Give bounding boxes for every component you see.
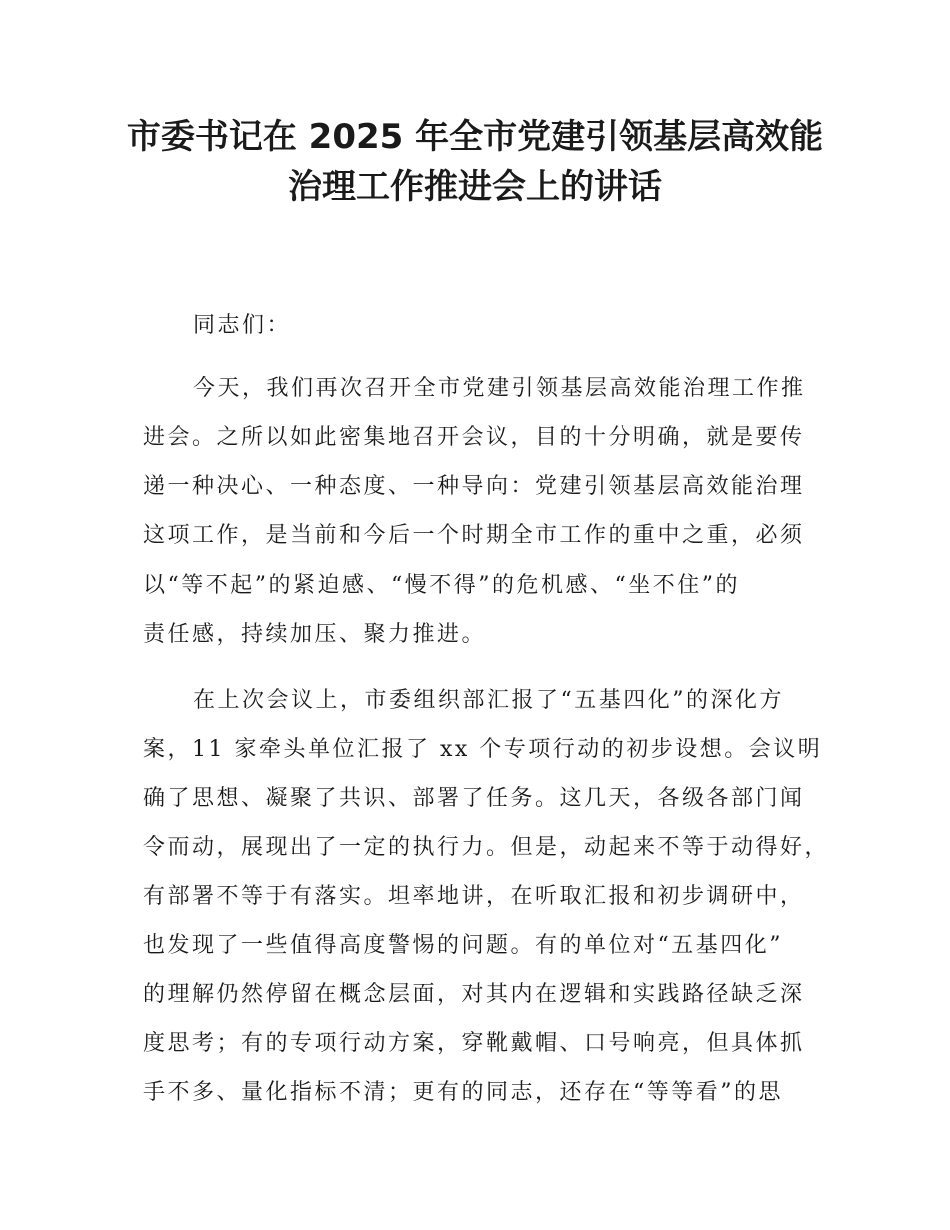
title-line: 市委书记在 2025 年全市党建引领基层高效能 (126, 117, 824, 157)
paragraph-line: 手不多、量化指标不清；更有的同志，还存在“等等看”的思 (143, 1080, 783, 1105)
paragraph-line: 责任感，持续加压、聚力推进。 (143, 622, 487, 647)
paragraph-line: 以“等不起”的紧迫感、“慢不得”的危机感、“坐不住”的 (143, 573, 740, 598)
paragraph-line: 有部署不等于有落实。坦率地讲，在听取汇报和初步调研中， (143, 884, 805, 909)
salutation: 同志们： (193, 313, 292, 338)
paragraph-line: 度思考；有的专项行动方案，穿靴戴帽、口号响亮，但具体抓 (143, 1031, 805, 1056)
paragraph-line: 令而动，展现出了一定的执行力。但是，动起来不等于动得好， (143, 835, 830, 860)
paragraph-line: 在上次会议上，市委组织部汇报了“五基四化”的深化方 (193, 688, 784, 713)
document-title (120, 112, 830, 212)
paragraph-line: 确了思想、凝聚了共识、部署了任务。这几天，各级各部门闻 (143, 786, 805, 811)
paragraph-line: 递一种决心、一种态度、一种导向：党建引领基层高效能治理 (143, 474, 805, 499)
paragraph-line: 案，11 家牵头单位汇报了 xx 个专项行动的初步设想。会议明 (143, 737, 823, 762)
paragraph-line: 的理解仍然停留在概念层面，对其内在逻辑和实践路径缺乏深 (143, 982, 805, 1007)
paragraph-line: 这项工作，是当前和今后一个时期全市工作的重中之重，必须 (143, 523, 805, 548)
paragraph-line: 进会。之所以如此密集地召开会议，目的十分明确，就是要传 (143, 425, 805, 450)
title-line: 治理工作推进会上的讲话 (288, 167, 662, 207)
paragraph-line: 也发现了一些值得高度警惕的问题。有的单位对“五基四化” (143, 933, 783, 958)
paragraph-line: 今天，我们再次召开全市党建引领基层高效能治理工作推 (193, 376, 806, 401)
